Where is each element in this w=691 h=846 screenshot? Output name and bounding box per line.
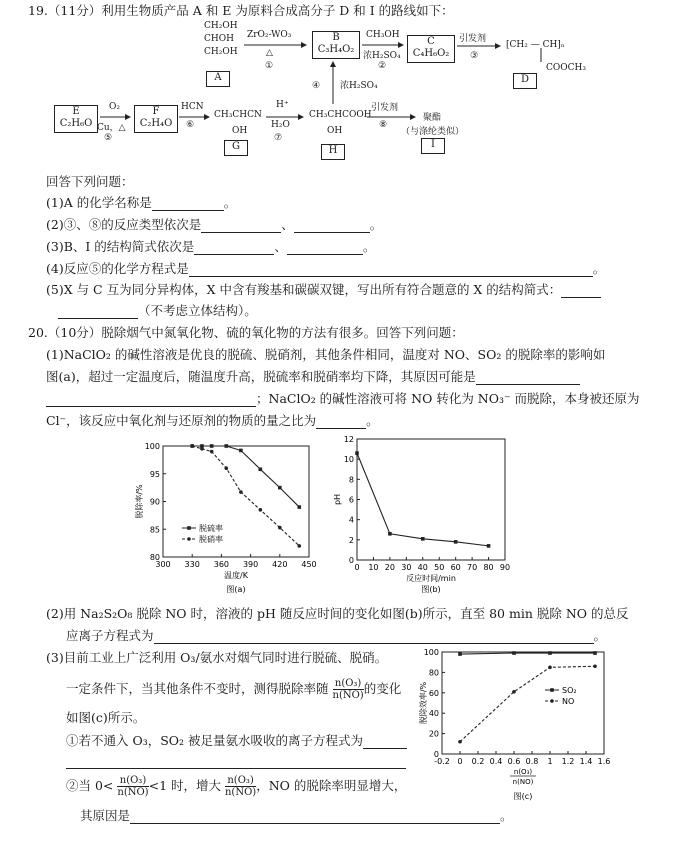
x-tick-label: 1.6 bbox=[597, 757, 611, 766]
condition-1: △ bbox=[266, 48, 273, 58]
answer-blank[interactable] bbox=[189, 264, 593, 277]
x-tick-label: 0.8 bbox=[525, 757, 539, 766]
reaction-4-number: ④ bbox=[312, 81, 321, 91]
reaction-3-number: ③ bbox=[470, 51, 479, 61]
reagent-8: 引发剂 bbox=[371, 103, 399, 113]
y-tick-label: 12 bbox=[343, 435, 354, 444]
data-point bbox=[239, 490, 243, 494]
compound-h-oh: OH bbox=[327, 126, 343, 136]
compound-i-label: I bbox=[421, 138, 445, 154]
compound-e-box: E C₂H₆O bbox=[54, 105, 98, 133]
x-tick-label: 80 bbox=[483, 563, 494, 572]
data-point bbox=[487, 544, 491, 548]
x-tick-label: 0.6 bbox=[507, 757, 521, 766]
answer-blank[interactable] bbox=[201, 220, 281, 233]
q19-part3-text: (3)B、I 的结构简式依次是 bbox=[46, 239, 195, 254]
legend-label: SO₂ bbox=[562, 686, 577, 695]
q20-p3-q2-text-d: 其原因是 bbox=[80, 808, 131, 823]
x-tick-label: -0.2 bbox=[434, 757, 450, 766]
series-line-2 bbox=[460, 666, 595, 741]
data-point bbox=[458, 740, 462, 744]
data-point bbox=[224, 466, 228, 470]
data-point bbox=[190, 444, 194, 448]
compound-i-name: 聚酯 bbox=[423, 113, 442, 123]
y-tick-label: 60 bbox=[428, 688, 439, 698]
data-point bbox=[355, 451, 359, 455]
q20-p3-line2-text: 一定条件下，当其他条件不变时，测得脱除率随 bbox=[66, 681, 329, 696]
reagent-2: CH₃OH bbox=[366, 30, 400, 40]
x-axis-label: 反应时间/min bbox=[406, 574, 456, 583]
y-tick-label: 0 bbox=[433, 750, 439, 759]
fraction-numerator: n(O₃) bbox=[333, 678, 364, 690]
series-line-1 bbox=[192, 446, 299, 507]
answer-blank[interactable] bbox=[152, 198, 224, 211]
legend-marker bbox=[187, 537, 191, 541]
reaction-2-number: ② bbox=[378, 61, 387, 71]
ratio-fraction bbox=[225, 775, 256, 798]
legend-marker bbox=[550, 699, 554, 703]
y-axis-label: 脱除效率/% bbox=[419, 681, 428, 725]
answer-prompt: 回答下列问题： bbox=[46, 174, 134, 189]
q20-p2-line2-text: 应离子方程式为 bbox=[66, 628, 154, 643]
data-point bbox=[200, 447, 204, 451]
q20-header: 20.（10分）脱除烟气中氮氧化物、硫的氧化物的方法有很多。回答下列问题： bbox=[28, 325, 464, 340]
x-tick-label: 60 bbox=[450, 563, 461, 572]
q19-part1-text: (1)A 的化学名称是 bbox=[46, 195, 152, 210]
q19-part5-text: (5)X 与 C 互为同分异构体，X 中含有羧基和碳碳双键，写出所有符合题意的 X 的结构简式： bbox=[46, 282, 562, 297]
q20-p3-line3: 如图(c)所示。 bbox=[66, 710, 146, 725]
reaction-1-number: ① bbox=[265, 61, 274, 71]
x-axis-label-numerator: n(O₃) bbox=[513, 768, 533, 776]
fraction-denominator: n(NO) bbox=[332, 690, 364, 701]
data-point bbox=[259, 468, 263, 472]
compound-h-structure: CH₃CHCOOH bbox=[309, 110, 372, 120]
x-tick-label: 450 bbox=[301, 560, 317, 569]
x-tick-label: 330 bbox=[184, 560, 200, 569]
y-axis-label: 脱除率/% bbox=[135, 484, 144, 519]
q20-p1-line3-text: ；NaClO₂ 的碱性溶液可将 NO 转化为 NO₃⁻ 而脱除，本身被还原为 bbox=[256, 391, 640, 406]
q20-p3-q2 bbox=[66, 775, 406, 798]
q20-p3-q1 bbox=[66, 731, 407, 749]
x-tick-label: 300 bbox=[155, 560, 171, 569]
x-tick-label: 390 bbox=[242, 560, 259, 569]
compound-h-label: H bbox=[321, 144, 345, 160]
answer-blank[interactable] bbox=[561, 285, 601, 298]
x-tick-label: 1.4 bbox=[579, 757, 593, 766]
condition-5: Cu，△ bbox=[97, 123, 126, 133]
data-point bbox=[548, 666, 552, 670]
series-line-1 bbox=[357, 453, 489, 546]
condition-2: 浓H₂SO₄ bbox=[363, 51, 401, 61]
x-tick-label: 0.2 bbox=[471, 757, 485, 766]
q19-part2 bbox=[46, 215, 382, 233]
chart-b bbox=[330, 430, 510, 600]
y-tick-label: 20 bbox=[428, 729, 439, 739]
data-point bbox=[593, 664, 597, 668]
period: 。 bbox=[362, 239, 376, 254]
answer-blank[interactable] bbox=[194, 242, 274, 255]
answer-blank[interactable] bbox=[130, 811, 500, 824]
compound-c-box: C C₄H₆O₂ bbox=[407, 35, 455, 63]
q20-p3-q2-text-a: ②当 0< bbox=[66, 778, 114, 793]
answer-blank[interactable] bbox=[316, 416, 366, 429]
reaction-5-number: ⑤ bbox=[104, 133, 113, 143]
q19-part3 bbox=[46, 237, 375, 255]
answer-blank[interactable] bbox=[58, 306, 138, 319]
q20-p2-line1: (2)用 Na₂S₂O₈ 脱除 NO 时，溶液的 pH 随反应时间的变化如图(b)所示，直至 80 min 脱除 NO 的总反 bbox=[46, 606, 629, 621]
comma: 、 bbox=[281, 217, 294, 232]
y-tick-label: 90 bbox=[149, 497, 160, 507]
y-tick-label: 0 bbox=[348, 556, 354, 565]
period: 。 bbox=[500, 808, 513, 823]
q20-p3-line2 bbox=[66, 678, 401, 701]
ratio-fraction bbox=[333, 678, 364, 701]
data-point bbox=[593, 651, 597, 655]
q20-p3-q2-text-b: <1 时，增大 bbox=[148, 778, 221, 793]
q20-p3-line1: (3)目前工业上广泛利用 O₃/氨水对烟气同时进行脱硫、脱硝。 bbox=[46, 650, 388, 665]
compound-g-structure: CH₃CHCN bbox=[214, 110, 262, 120]
y-tick-label: 80 bbox=[428, 668, 439, 678]
compound-g-label: G bbox=[224, 140, 248, 156]
data-point bbox=[512, 690, 516, 694]
x-tick-label: 20 bbox=[384, 563, 395, 572]
q20-p3-q1-text: ①若不通入 O₃，SO₂ 被足量氨水吸收的离子方程式为 bbox=[66, 733, 364, 748]
compound-b-box: B C₃H₄O₂ bbox=[312, 31, 360, 59]
data-point bbox=[278, 526, 282, 530]
fraction-numerator: n(O₃) bbox=[117, 775, 148, 787]
compound-d-structure: [CH₂ — CH]ₙ bbox=[506, 40, 565, 50]
y-tick-label: 85 bbox=[149, 525, 160, 535]
data-point bbox=[458, 652, 462, 656]
fraction-numerator: n(O₃) bbox=[225, 775, 256, 787]
chart-c bbox=[418, 640, 618, 810]
compound-a-label: A bbox=[206, 71, 230, 87]
q19-part4-text: (4)反应⑤的化学方程式是 bbox=[46, 261, 189, 276]
y-tick-label: 100 bbox=[423, 648, 439, 657]
legend-label: NO bbox=[562, 697, 575, 706]
q20-p1-line3 bbox=[46, 389, 640, 407]
period: 。 bbox=[366, 413, 379, 428]
q20-p3-q2-text-c: ，NO 的脱除率明显增大， bbox=[256, 778, 407, 793]
data-point bbox=[297, 544, 301, 548]
q19-part5-note: （不考虑立体结构）。 bbox=[138, 303, 257, 318]
legend-label: 脱硝率 bbox=[199, 535, 223, 544]
x-tick-label: 1 bbox=[547, 757, 553, 766]
q20-p1-line4 bbox=[46, 411, 379, 429]
compound-d-substituent: COOCH₃ bbox=[546, 63, 586, 73]
chart-caption: 图(a) bbox=[226, 585, 246, 594]
x-tick-label: 1.2 bbox=[561, 757, 575, 766]
answer-blank[interactable] bbox=[294, 220, 370, 233]
data-point bbox=[421, 537, 425, 541]
reagent-7: H⁺ bbox=[276, 100, 289, 110]
y-tick-label: 6 bbox=[348, 495, 354, 505]
answer-blank[interactable] bbox=[363, 736, 407, 749]
chart-a bbox=[130, 430, 330, 600]
y-tick-label: 10 bbox=[343, 455, 354, 465]
period: 。 bbox=[593, 628, 607, 643]
reaction-8-number: ⑧ bbox=[379, 120, 388, 130]
compound-i-note: （与涤纶类似） bbox=[401, 127, 465, 137]
answer-blank[interactable] bbox=[46, 394, 256, 407]
x-tick-label: 30 bbox=[401, 563, 412, 572]
q20-p3-q1-cont bbox=[66, 754, 406, 769]
compound-a-structure: CH₂OH CHOH CH₂OH bbox=[204, 21, 238, 57]
q19-part4 bbox=[46, 259, 605, 277]
compound-g-oh: OH bbox=[232, 126, 248, 136]
y-tick-label: 100 bbox=[144, 442, 160, 451]
x-tick-label: 50 bbox=[434, 563, 445, 572]
chart-caption: 图(c) bbox=[513, 792, 533, 801]
plot-frame bbox=[357, 439, 505, 560]
q20-p1-line4-text: Cl⁻，该反应中氧化剂与还原剂的物质的量之比为 bbox=[46, 413, 317, 428]
q19-header: 19.（11分）利用生物质产品 A 和 E 为原料合成高分子 D 和 I 的路线如下： bbox=[28, 3, 454, 18]
legend-label: 脱硫率 bbox=[199, 524, 223, 533]
scheme-arrows bbox=[0, 0, 691, 170]
legend-marker bbox=[550, 688, 554, 692]
reagent-5: O₂ bbox=[109, 102, 120, 112]
condition-7: H₂O bbox=[271, 120, 290, 130]
q20-p3-line2-tail: 的变化 bbox=[363, 681, 402, 696]
ratio-fraction bbox=[117, 775, 148, 798]
x-tick-label: 70 bbox=[467, 563, 478, 572]
y-tick-label: 40 bbox=[428, 709, 439, 719]
x-tick-label: 0.4 bbox=[489, 757, 503, 766]
reagent-6: HCN bbox=[181, 102, 204, 112]
data-point bbox=[210, 444, 214, 448]
period: 。 bbox=[369, 217, 383, 232]
answer-blank[interactable] bbox=[287, 242, 363, 255]
q19-part2-text: (2)③、⑧的反应类型依次是 bbox=[46, 217, 202, 232]
reaction-7-number: ⑦ bbox=[274, 133, 283, 143]
fraction-denominator: n(NO) bbox=[224, 787, 257, 798]
y-tick-label: 95 bbox=[149, 469, 160, 479]
legend-marker bbox=[187, 526, 191, 530]
y-tick-label: 4 bbox=[348, 515, 354, 525]
x-tick-label: 10 bbox=[368, 563, 379, 572]
period: 。 bbox=[223, 195, 237, 210]
plot-frame bbox=[163, 446, 309, 557]
answer-blank[interactable] bbox=[66, 756, 406, 769]
answer-blank[interactable] bbox=[476, 372, 580, 385]
x-axis-label-denominator: n(NO) bbox=[512, 778, 534, 786]
y-tick-label: 80 bbox=[149, 553, 160, 562]
q20-p1-line2-text: 图(a)，超过一定温度后，随温度升高，脱硫率和脱硝率均下降，其原因可能是 bbox=[46, 369, 476, 384]
q19-part5-cont bbox=[58, 301, 257, 319]
data-point bbox=[512, 651, 516, 655]
y-tick-label: 8 bbox=[348, 475, 354, 485]
data-point bbox=[224, 444, 228, 448]
fraction-denominator: n(NO) bbox=[117, 787, 149, 798]
chart-caption: 图(b) bbox=[421, 585, 441, 594]
x-tick-label: 90 bbox=[499, 563, 510, 572]
data-point bbox=[297, 505, 301, 509]
data-point bbox=[239, 449, 243, 453]
data-point bbox=[210, 450, 214, 454]
reagent-3: 引发剂 bbox=[459, 34, 487, 44]
data-point bbox=[278, 486, 282, 490]
comma: 、 bbox=[274, 239, 287, 254]
condition-4: 浓H₂SO₄ bbox=[340, 81, 378, 91]
data-point bbox=[388, 532, 392, 536]
q19-part1 bbox=[46, 193, 236, 211]
data-point bbox=[259, 508, 263, 512]
x-tick-label: 360 bbox=[213, 560, 230, 569]
x-tick-label: 0 bbox=[354, 563, 360, 572]
series-line-1 bbox=[460, 653, 595, 654]
y-tick-label: 2 bbox=[348, 535, 354, 545]
x-tick-label: 420 bbox=[272, 560, 288, 569]
y-axis-label: pH bbox=[333, 493, 342, 506]
plot-frame bbox=[442, 652, 604, 754]
compound-d-label: D bbox=[513, 73, 537, 89]
reaction-6-number: ⑥ bbox=[186, 120, 195, 130]
data-point bbox=[548, 651, 552, 655]
x-tick-label: 0 bbox=[457, 757, 463, 766]
x-axis-label: 温度/K bbox=[224, 571, 248, 580]
q19-part5 bbox=[46, 280, 601, 298]
x-tick-label: 40 bbox=[417, 563, 428, 572]
data-point bbox=[454, 540, 458, 544]
compound-f-box: F C₂H₄O bbox=[134, 105, 178, 133]
q20-p1-line1: (1)NaClO₂ 的碱性溶液是优良的脱硫、脱硝剂，其他条件相同，温度对 NO、SO₂ 的脱除率的影响如 bbox=[46, 347, 606, 362]
q20-p1-line2 bbox=[46, 367, 580, 385]
period: 。 bbox=[592, 261, 606, 276]
reagent-1: ZrO₂-WO₃ bbox=[247, 30, 292, 40]
